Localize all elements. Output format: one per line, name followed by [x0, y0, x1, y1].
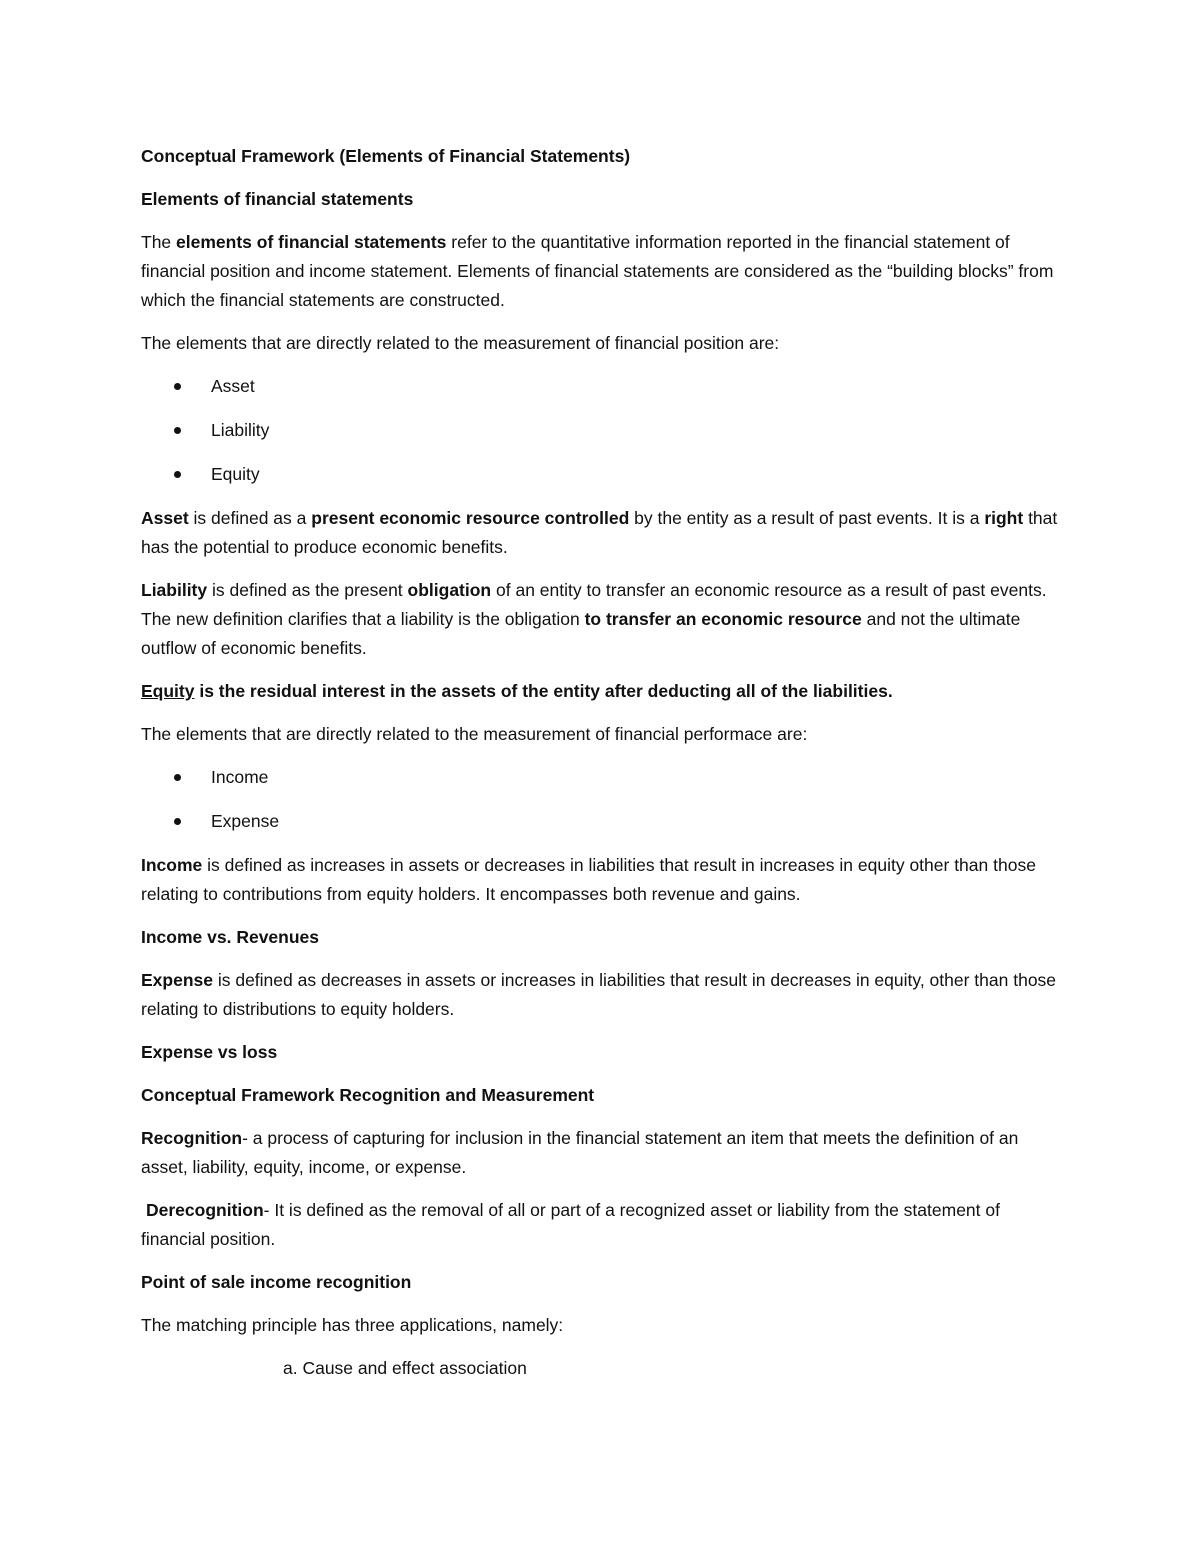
- intro-paragraph: The elements of financial statements refer to the quantitative information reported in the financial statement of financial position and income statement. Elements of financial statements are considered as the “building blocks” from which the financial statements are constructed.: [141, 232, 1054, 310]
- equity-definition: Equity is the residual interest in the assets of the entity after deducting all of the liabilities.: [141, 681, 893, 701]
- recognition-measurement-heading: Conceptual Framework Recognition and Measurement: [141, 1085, 595, 1105]
- list-item: Equity: [141, 460, 1066, 489]
- expense-definition: Expense is defined as decreases in assets or increases in liabilities that result in decreases in equity, other than those relating to distributions to equity holders.: [141, 970, 1057, 1019]
- asset-definition: Asset is defined as a present economic resource controlled by the entity as a result of past events. It is a right that has the potential to produce economic benefits.: [141, 508, 1058, 557]
- matching-item-a: a. Cause and effect association: [283, 1358, 527, 1378]
- document-title: Conceptual Framework (Elements of Financial Statements): [141, 146, 631, 166]
- section-heading-elements: Elements of financial statements: [141, 189, 414, 209]
- income-definition: Income is defined as increases in assets or decreases in liabilities that result in increases in equity other than those relating to contributions from equity holders. It encompasses both revenue and gains.: [141, 855, 1036, 904]
- list-item: Income: [141, 763, 1066, 792]
- position-elements-list: [141, 372, 1066, 489]
- bullet-icon: [174, 427, 181, 434]
- bullet-icon: [174, 383, 181, 390]
- performance-elements-list: [141, 763, 1066, 836]
- position-lead: The elements that are directly related to the measurement of financial position are:: [141, 333, 780, 353]
- bullet-icon: [174, 471, 181, 478]
- list-item: Asset: [141, 372, 1066, 401]
- performance-lead: The elements that are directly related to the measurement of financial performace are:: [141, 724, 808, 744]
- point-of-sale-heading: Point of sale income recognition: [141, 1272, 412, 1292]
- income-vs-revenues-heading: Income vs. Revenues: [141, 927, 319, 947]
- recognition-definition: Recognition- a process of capturing for inclusion in the financial statement an item that meets the definition of an asset, liability, equity, income, or expense.: [141, 1128, 1019, 1177]
- bullet-icon: [174, 818, 181, 825]
- expense-vs-loss-heading: Expense vs loss: [141, 1042, 278, 1062]
- derecognition-definition: Derecognition- It is defined as the removal of all or part of a recognized asset or liability from the statement of financial position.: [141, 1200, 1000, 1249]
- document-body: [141, 142, 1066, 1397]
- bullet-icon: [174, 774, 181, 781]
- matching-lead: The matching principle has three applications, namely:: [141, 1315, 564, 1335]
- liability-definition: Liability is defined as the present obligation of an entity to transfer an economic resource as a result of past events. The new definition clarifies that a liability is the obligation to transfer an economic resource and not the ultimate outflow of economic benefits.: [141, 580, 1047, 658]
- list-item: Expense: [141, 807, 1066, 836]
- list-item: Liability: [141, 416, 1066, 445]
